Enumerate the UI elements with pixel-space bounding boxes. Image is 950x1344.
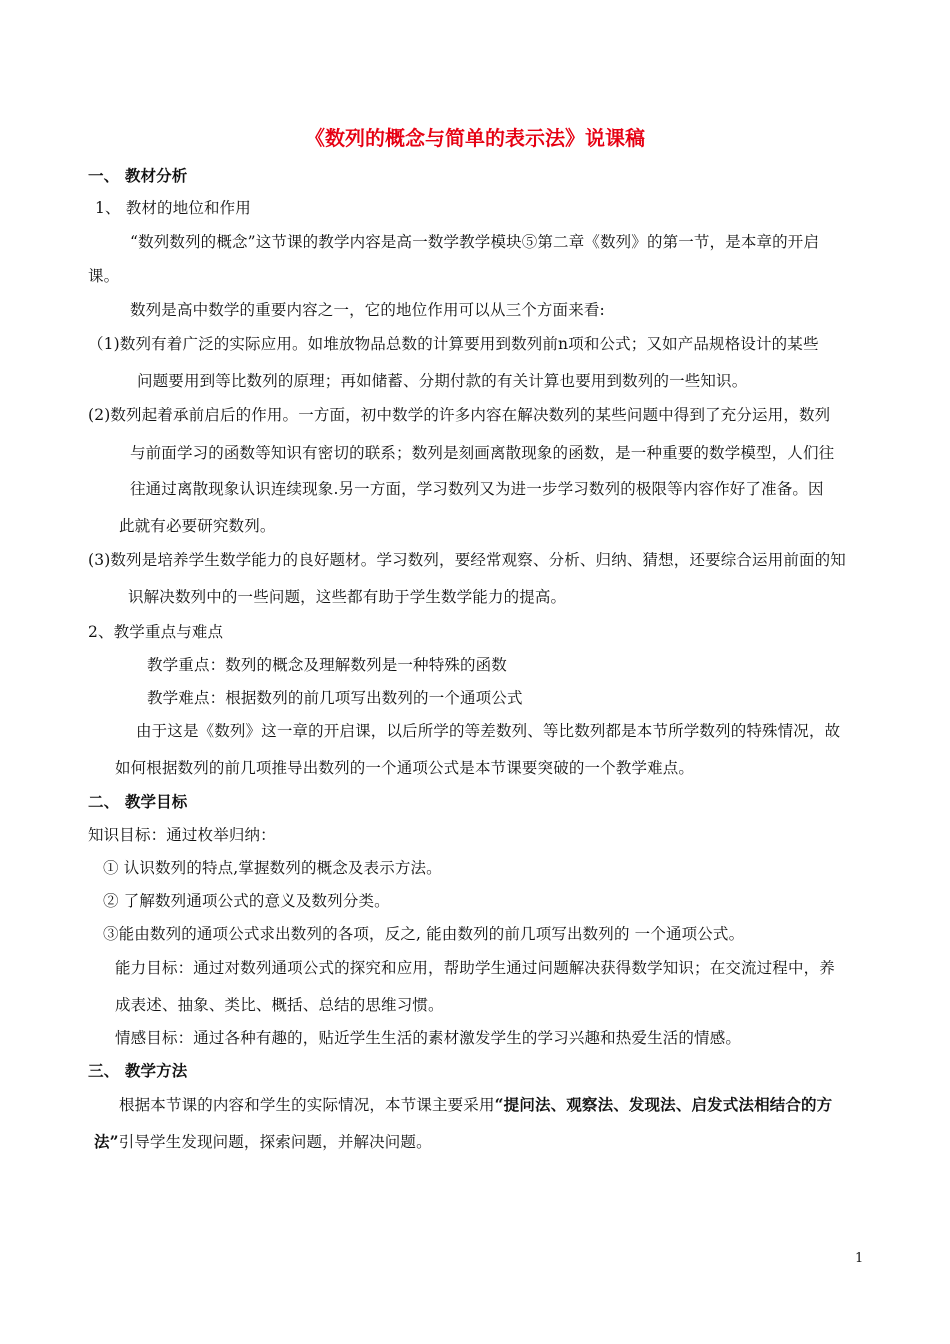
list-item-line: (3)数列是培养学生数学能力的良好题材。学习数列，要经常观察、分析、归纳、猜想，还要综合运用前面的知 <box>88 551 846 569</box>
section-heading-teaching-goals: 二、 教学目标 <box>88 792 188 811</box>
methods-emphasis: “提问法、观察法、发现法、启发式法相结合的方 <box>494 1095 833 1114</box>
paragraph-line: “数列数列的概念”这节课的教学内容是高一数学教学模块⑤第二章《数列》的第一节，是本章的开启 <box>130 233 820 251</box>
list-item-line: 此就有必要研究数列。 <box>119 517 276 535</box>
list-item-line: 往通过离散现象认识连续现象.另一方面，学习数列又为进一步学习数列的极限等内容作好了准备。因 <box>130 480 824 498</box>
list-item-line: 识解决数列中的一些问题，这些都有助于学生数学能力的提高。 <box>128 588 567 606</box>
ability-goal-line: 能力目标：通过对数列通项公式的探究和应用，帮助学生通过问题解决获得数学知识；在交流过程中，养 <box>115 959 835 977</box>
subsection-heading-focus-difficulty: 2、教学重点与难点 <box>88 623 224 641</box>
knowledge-goal-label: 知识目标：通过枚举归纳： <box>88 826 276 844</box>
teaching-difficulty: 教学难点：根据数列的前几项写出数列的一个通项公式 <box>147 689 523 707</box>
section-heading-textbook-analysis: 一、 教材分析 <box>88 166 188 185</box>
subsection-heading-position-role: 1、 教材的地位和作用 <box>95 199 251 217</box>
knowledge-goal-item: ③能由数列的通项公式求出数列的各项，反之, 能由数列的前几项写出数列的 一个通项公式。 <box>103 925 745 943</box>
emotion-goal: 情感目标：通过各种有趣的，贴近学生生活的素材激发学生的学习兴趣和热爱生活的情感。 <box>115 1029 742 1047</box>
list-item-line: （1)数列有着广泛的实际应用。如堆放物品总数的计算要用到数列前n项和公式；又如产品规格设计的某些 <box>88 335 819 353</box>
knowledge-goal-item: ① 认识数列的特点,掌握数列的概念及表示方法。 <box>103 859 442 877</box>
list-item-line: 问题要用到等比数列的原理；再如储蓄、分期付款的有关计算也要用到数列的一些知识。 <box>137 372 748 390</box>
methods-emphasis: 法” <box>94 1132 119 1151</box>
document-title: 《数列的概念与简单的表示法》说课稿 <box>305 126 645 150</box>
list-item-line: (2)数列起着承前启后的作用。一方面，初中数学的许多内容在解决数列的某些问题中得到了充分运用，数列 <box>88 406 831 424</box>
paragraph-line: 如何根据数列的前几项推导出数列的一个通项公式是本节课要突破的一个教学难点。 <box>115 759 695 777</box>
methods-text: 根据本节课的内容和学生的实际情况，本节课主要采用 <box>119 1096 495 1114</box>
paragraph-line: 由于这是《数列》这一章的开启课，以后所学的等差数列、等比数列都是本节所学数列的特殊情况，故 <box>136 722 841 740</box>
paragraph-line: 课。 <box>88 267 120 285</box>
teaching-focus: 教学重点：数列的概念及理解数列是一种特殊的函数 <box>147 656 507 674</box>
page-number: 1 <box>855 1251 864 1266</box>
ability-goal-line: 成表述、抽象、类比、概括、总结的思维习惯。 <box>115 996 444 1014</box>
paragraph-line: 数列是高中数学的重要内容之一，它的地位作用可以从三个方面来看: <box>130 301 605 319</box>
methods-paragraph-line <box>119 1094 832 1116</box>
methods-text: 引导学生发现问题，探索问题，并解决问题。 <box>118 1133 432 1151</box>
methods-paragraph-line <box>94 1131 432 1153</box>
list-item-line: 与前面学习的函数等知识有密切的联系；数列是刻画离散现象的函数，是一种重要的数学模型，人们往 <box>130 444 835 462</box>
knowledge-goal-item: ② 了解数列通项公式的意义及数列分类。 <box>103 892 390 910</box>
section-heading-teaching-methods: 三、 教学方法 <box>88 1061 188 1080</box>
